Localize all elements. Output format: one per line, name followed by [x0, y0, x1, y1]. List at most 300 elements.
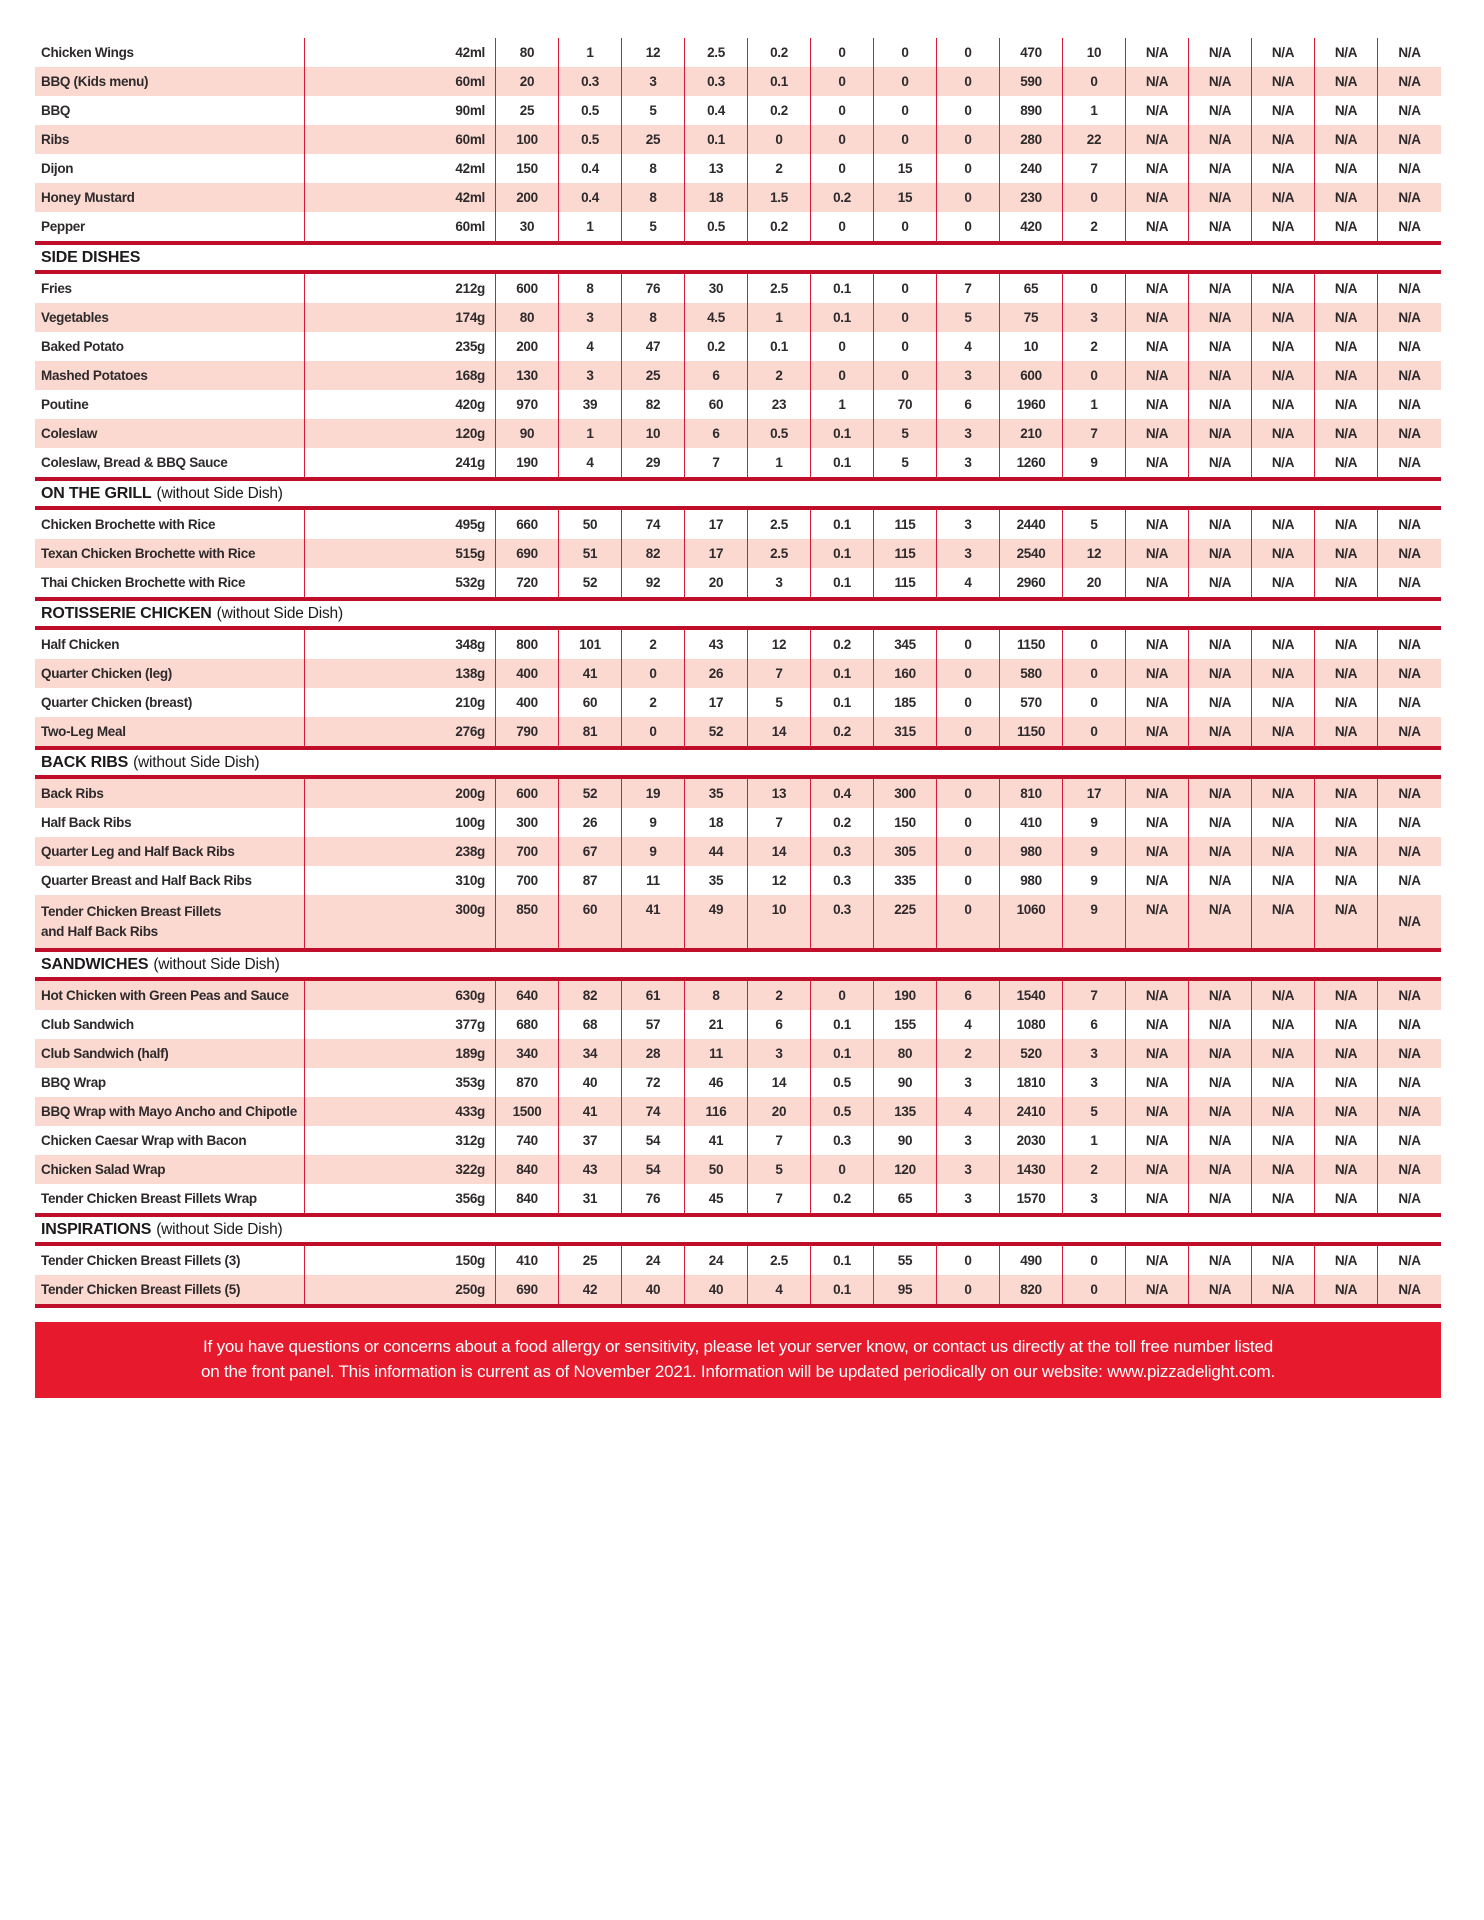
value-cell: 18	[685, 183, 748, 212]
value-cell: N/A	[1126, 837, 1189, 866]
value-cell: 3	[559, 303, 622, 332]
value-cell: N/A	[1398, 724, 1421, 739]
value-cell: 0	[937, 67, 1000, 96]
serving-size-cell: 60ml	[305, 125, 496, 154]
value-cell: 100	[496, 125, 559, 154]
value-cell: 5	[622, 212, 685, 241]
value-cell: N/A	[1398, 1133, 1421, 1148]
value-cell: 1	[559, 38, 622, 67]
value-cell: 0.2	[748, 38, 811, 67]
value-cell: N/A	[1252, 390, 1315, 419]
value-cell: 61	[622, 981, 685, 1010]
value-cell: N/A	[1189, 303, 1252, 332]
value-cell: 0.3	[811, 1126, 874, 1155]
value-cell: 0	[874, 274, 937, 303]
value-cell: N/A	[1126, 1184, 1189, 1213]
value-cell: 305	[874, 837, 937, 866]
value-cell: 0.1	[811, 510, 874, 539]
value-cell: 400	[496, 659, 559, 688]
value-cell: 6	[937, 390, 1000, 419]
serving-size-cell: 377g	[305, 1010, 496, 1039]
value-cell: 0.1	[811, 274, 874, 303]
value-cell: 0.5	[811, 1068, 874, 1097]
section-header	[35, 1213, 1441, 1246]
value-cell: 300	[874, 779, 937, 808]
value-cell: 25	[496, 96, 559, 125]
section-header	[35, 597, 1441, 630]
table-row	[35, 837, 1441, 866]
value-cell: 7	[748, 1126, 811, 1155]
value-cell: 0.2	[748, 96, 811, 125]
value-cell: N/A	[1315, 1246, 1378, 1275]
value-cell: 18	[685, 808, 748, 837]
section-title: ON THE GRILL	[41, 484, 152, 502]
value-cell: 20	[685, 568, 748, 597]
value-cell: 6	[685, 361, 748, 390]
value-cell: 3	[937, 1155, 1000, 1184]
value-cell: N/A	[1189, 1184, 1252, 1213]
value-cell: N/A	[1315, 1010, 1378, 1039]
table-row	[35, 688, 1441, 717]
table-row	[35, 895, 1441, 948]
value-cell: 0	[937, 1275, 1000, 1304]
item-name-cell: Tender Chicken Breast Fillets Wrap	[35, 1184, 305, 1213]
value-cell: 0	[811, 125, 874, 154]
value-cell: 470	[1000, 38, 1063, 67]
value-cell: 2	[1063, 332, 1126, 361]
value-cell: N/A	[1315, 1097, 1378, 1126]
value-cell: N/A	[1398, 455, 1421, 470]
value-cell: N/A	[1315, 1184, 1378, 1213]
value-cell: N/A	[1189, 688, 1252, 717]
serving-size-cell: 189g	[305, 1039, 496, 1068]
value-cell: N/A	[1252, 361, 1315, 390]
value-cell: N/A	[1189, 539, 1252, 568]
value-cell: N/A	[1252, 1184, 1315, 1213]
value-cell: N/A	[1315, 539, 1378, 568]
value-cell: N/A	[1315, 390, 1378, 419]
serving-size-cell: 42ml	[305, 183, 496, 212]
item-name-cell: Pepper	[35, 212, 305, 241]
value-cell: 0	[1063, 183, 1126, 212]
value-cell: 0.4	[559, 183, 622, 212]
value-cell: 12	[622, 38, 685, 67]
value-cell: N/A	[1252, 212, 1315, 241]
table-row	[35, 361, 1441, 390]
value-cell: 92	[622, 568, 685, 597]
value-cell: 60	[559, 895, 622, 948]
value-cell: 1960	[1000, 390, 1063, 419]
value-cell: N/A	[1252, 981, 1315, 1010]
value-cell: 42	[559, 1275, 622, 1304]
value-cell: 0.3	[685, 67, 748, 96]
value-cell: 74	[622, 1097, 685, 1126]
value-cell: N/A	[1398, 161, 1421, 176]
value-cell: N/A	[1315, 1126, 1378, 1155]
table-row	[35, 1010, 1441, 1039]
item-name-cell: Club Sandwich	[35, 1010, 305, 1039]
value-cell: N/A	[1189, 895, 1252, 948]
section-title: SIDE DISHES	[41, 248, 141, 266]
value-cell: 35	[685, 866, 748, 895]
value-cell: 185	[874, 688, 937, 717]
value-cell: N/A	[1252, 866, 1315, 895]
value-cell: N/A	[1315, 808, 1378, 837]
table-row	[35, 448, 1441, 477]
value-cell: 8	[622, 154, 685, 183]
value-cell: N/A	[1315, 866, 1378, 895]
value-cell: 980	[1000, 837, 1063, 866]
value-cell: N/A	[1189, 38, 1252, 67]
section-subtitle: (without Side Dish)	[216, 604, 343, 622]
value-cell: 0	[811, 154, 874, 183]
value-cell: 4	[937, 568, 1000, 597]
value-cell: 850	[496, 895, 559, 948]
value-cell: 1	[1063, 390, 1126, 419]
value-cell: N/A	[1315, 659, 1378, 688]
value-cell: 690	[496, 539, 559, 568]
value-cell: 0	[874, 332, 937, 361]
value-cell: N/A	[1315, 837, 1378, 866]
value-cell: 150	[874, 808, 937, 837]
value-cell: 0	[937, 895, 1000, 948]
value-cell: 87	[559, 866, 622, 895]
value-cell: N/A	[1398, 1191, 1421, 1206]
value-cell: N/A	[1126, 1097, 1189, 1126]
value-cell: N/A	[1252, 539, 1315, 568]
value-cell: 0	[937, 125, 1000, 154]
value-cell: 7	[748, 1184, 811, 1213]
value-cell: 0	[937, 38, 1000, 67]
serving-size-cell: 168g	[305, 361, 496, 390]
item-name-cell: Quarter Breast and Half Back Ribs	[35, 866, 305, 895]
value-cell: 80	[496, 38, 559, 67]
value-cell: N/A	[1252, 568, 1315, 597]
value-cell: N/A	[1126, 659, 1189, 688]
item-name-cell: Tender Chicken Breast Fillets (5)	[35, 1275, 305, 1304]
value-cell: N/A	[1252, 332, 1315, 361]
value-cell: 70	[874, 390, 937, 419]
table-row	[35, 154, 1441, 183]
value-cell: N/A	[1126, 361, 1189, 390]
value-cell: N/A	[1189, 67, 1252, 96]
value-cell: 11	[622, 866, 685, 895]
value-cell: 30	[496, 212, 559, 241]
value-cell: 101	[559, 630, 622, 659]
value-cell: N/A	[1189, 568, 1252, 597]
value-cell: N/A	[1126, 539, 1189, 568]
value-cell: N/A	[1126, 96, 1189, 125]
value-cell: N/A	[1398, 1046, 1421, 1061]
value-cell: 14	[748, 1068, 811, 1097]
value-cell: N/A	[1252, 38, 1315, 67]
value-cell: 72	[622, 1068, 685, 1097]
value-cell: N/A	[1398, 1017, 1421, 1032]
value-cell: 0.4	[685, 96, 748, 125]
value-cell: N/A	[1398, 815, 1421, 830]
value-cell: N/A	[1189, 361, 1252, 390]
value-cell: N/A	[1315, 183, 1378, 212]
value-cell: 0.2	[685, 332, 748, 361]
value-cell: 90	[874, 1068, 937, 1097]
serving-size-cell: 532g	[305, 568, 496, 597]
value-cell: 60	[685, 390, 748, 419]
serving-size-cell: 250g	[305, 1275, 496, 1304]
value-cell: N/A	[1398, 281, 1421, 296]
value-cell: 24	[622, 1246, 685, 1275]
value-cell: 2410	[1000, 1097, 1063, 1126]
value-cell: N/A	[1189, 659, 1252, 688]
value-cell: 54	[622, 1126, 685, 1155]
item-name-cell: Dijon	[35, 154, 305, 183]
section-header	[35, 948, 1441, 981]
value-cell: N/A	[1252, 717, 1315, 746]
value-cell: 210	[1000, 419, 1063, 448]
value-cell: 1	[748, 448, 811, 477]
value-cell: 0.1	[811, 419, 874, 448]
value-cell: N/A	[1398, 339, 1421, 354]
value-cell: N/A	[1252, 895, 1315, 948]
value-cell: 2.5	[748, 1246, 811, 1275]
value-cell: N/A	[1398, 74, 1421, 89]
value-cell: N/A	[1126, 568, 1189, 597]
value-cell: N/A	[1126, 1275, 1189, 1304]
value-cell: 225	[874, 895, 937, 948]
value-cell: 5	[1063, 1097, 1126, 1126]
value-cell: 0	[1063, 67, 1126, 96]
value-cell: N/A	[1252, 1097, 1315, 1126]
value-cell: 3	[1063, 1184, 1126, 1213]
value-cell: 5	[874, 448, 937, 477]
value-cell: N/A	[1315, 717, 1378, 746]
value-cell: N/A	[1398, 666, 1421, 681]
item-name-cell: Tender Chicken Breast Fillets (3)	[35, 1246, 305, 1275]
value-cell: 47	[622, 332, 685, 361]
value-cell: 3	[1063, 1039, 1126, 1068]
serving-size-cell: 60ml	[305, 212, 496, 241]
value-cell: 19	[622, 779, 685, 808]
value-cell: 240	[1000, 154, 1063, 183]
value-cell: 0.1	[685, 125, 748, 154]
value-cell: 12	[748, 630, 811, 659]
value-cell: 0	[748, 125, 811, 154]
value-cell: 200	[496, 332, 559, 361]
value-cell: N/A	[1398, 914, 1421, 929]
item-name-cell: Quarter Chicken (breast)	[35, 688, 305, 717]
value-cell: 17	[685, 510, 748, 539]
value-cell: 0.1	[811, 448, 874, 477]
table-row	[35, 659, 1441, 688]
item-name-cell: Quarter Leg and Half Back Ribs	[35, 837, 305, 866]
value-cell: 0.5	[559, 96, 622, 125]
value-cell: 2440	[1000, 510, 1063, 539]
item-name-cell: Half Chicken	[35, 630, 305, 659]
value-cell: N/A	[1189, 274, 1252, 303]
value-cell: 150	[496, 154, 559, 183]
value-cell: 1	[1063, 1126, 1126, 1155]
value-cell: 12	[1063, 539, 1126, 568]
value-cell: N/A	[1398, 517, 1421, 532]
serving-size-cell: 356g	[305, 1184, 496, 1213]
value-cell: N/A	[1315, 96, 1378, 125]
value-cell: N/A	[1398, 45, 1421, 60]
value-cell: 22	[1063, 125, 1126, 154]
value-cell: 0	[811, 1155, 874, 1184]
value-cell: 82	[622, 390, 685, 419]
value-cell: N/A	[1126, 448, 1189, 477]
value-cell: 3	[937, 448, 1000, 477]
value-cell: 3	[937, 539, 1000, 568]
serving-size-cell: 310g	[305, 866, 496, 895]
table-row	[35, 38, 1441, 67]
value-cell: 0	[1063, 630, 1126, 659]
value-cell: 10	[748, 895, 811, 948]
section-title: INSPIRATIONS	[41, 1220, 152, 1238]
value-cell: 0	[937, 866, 1000, 895]
item-name-cell	[35, 895, 305, 948]
value-cell: N/A	[1252, 303, 1315, 332]
value-cell: N/A	[1126, 125, 1189, 154]
value-cell: N/A	[1252, 67, 1315, 96]
value-cell: 0	[937, 717, 1000, 746]
value-cell: N/A	[1252, 630, 1315, 659]
serving-size-cell: 138g	[305, 659, 496, 688]
value-cell: 410	[1000, 808, 1063, 837]
value-cell: N/A	[1398, 575, 1421, 590]
value-cell: 1	[559, 212, 622, 241]
value-cell: 1	[748, 303, 811, 332]
value-cell: 20	[748, 1097, 811, 1126]
value-cell: N/A	[1398, 1162, 1421, 1177]
value-cell: 410	[496, 1246, 559, 1275]
value-cell: N/A	[1252, 419, 1315, 448]
value-cell: N/A	[1252, 510, 1315, 539]
value-cell: 280	[1000, 125, 1063, 154]
value-cell: N/A	[1252, 183, 1315, 212]
serving-size-cell: 276g	[305, 717, 496, 746]
value-cell: N/A	[1126, 895, 1189, 948]
item-name-cell: Coleslaw, Bread & BBQ Sauce	[35, 448, 305, 477]
value-cell: 600	[1000, 361, 1063, 390]
value-cell: N/A	[1189, 1155, 1252, 1184]
serving-size-cell: 60ml	[305, 67, 496, 96]
value-cell: 680	[496, 1010, 559, 1039]
value-cell: 520	[1000, 1039, 1063, 1068]
value-cell: 155	[874, 1010, 937, 1039]
value-cell: 4	[937, 1010, 1000, 1039]
value-cell: 870	[496, 1068, 559, 1097]
value-cell: 590	[1000, 67, 1063, 96]
value-cell: 1	[559, 419, 622, 448]
value-cell: 0	[811, 67, 874, 96]
value-cell: N/A	[1126, 303, 1189, 332]
value-cell: 8	[622, 183, 685, 212]
table-row	[35, 96, 1441, 125]
serving-size-cell: 100g	[305, 808, 496, 837]
value-cell: 600	[496, 274, 559, 303]
value-cell: 80	[496, 303, 559, 332]
section-title: SANDWICHES	[41, 955, 149, 973]
value-cell: 8	[559, 274, 622, 303]
value-cell: 12	[748, 866, 811, 895]
value-cell: N/A	[1252, 1068, 1315, 1097]
value-cell: N/A	[1126, 1126, 1189, 1155]
value-cell: 40	[622, 1275, 685, 1304]
value-cell: 43	[559, 1155, 622, 1184]
value-cell: 0	[622, 659, 685, 688]
value-cell: 0.5	[811, 1097, 874, 1126]
value-cell: N/A	[1252, 274, 1315, 303]
value-cell: 600	[496, 779, 559, 808]
value-cell: 0	[937, 688, 1000, 717]
value-cell: N/A	[1315, 125, 1378, 154]
value-cell: 65	[874, 1184, 937, 1213]
value-cell: N/A	[1315, 1155, 1378, 1184]
item-name-cell: Chicken Salad Wrap	[35, 1155, 305, 1184]
table-row	[35, 1039, 1441, 1068]
value-cell: 230	[1000, 183, 1063, 212]
value-cell: N/A	[1126, 1010, 1189, 1039]
value-cell: 82	[622, 539, 685, 568]
nutrition-table	[35, 38, 1441, 1308]
value-cell: N/A	[1398, 1282, 1421, 1297]
table-row	[35, 1097, 1441, 1126]
serving-size-cell: 353g	[305, 1068, 496, 1097]
value-cell: 41	[559, 659, 622, 688]
value-cell: 335	[874, 866, 937, 895]
value-cell: N/A	[1126, 510, 1189, 539]
value-cell: 490	[1000, 1246, 1063, 1275]
value-cell: N/A	[1315, 361, 1378, 390]
value-cell: 21	[685, 1010, 748, 1039]
table-row	[35, 125, 1441, 154]
item-name-cell: Texan Chicken Brochette with Rice	[35, 539, 305, 568]
value-cell: 4	[937, 332, 1000, 361]
value-cell: 0.1	[811, 1039, 874, 1068]
value-cell: 800	[496, 630, 559, 659]
value-cell: N/A	[1315, 67, 1378, 96]
value-cell: 25	[559, 1246, 622, 1275]
item-name-cell: Ribs	[35, 125, 305, 154]
value-cell: 44	[685, 837, 748, 866]
section-header	[35, 746, 1441, 779]
value-cell: N/A	[1126, 390, 1189, 419]
value-cell: N/A	[1315, 510, 1378, 539]
serving-size-cell: 241g	[305, 448, 496, 477]
value-cell: 640	[496, 981, 559, 1010]
value-cell: N/A	[1252, 448, 1315, 477]
value-cell: 2	[748, 981, 811, 1010]
value-cell: N/A	[1189, 630, 1252, 659]
value-cell: 0	[1063, 1275, 1126, 1304]
value-cell: 345	[874, 630, 937, 659]
value-cell: 0.1	[748, 332, 811, 361]
value-cell: 67	[559, 837, 622, 866]
value-cell: 5	[622, 96, 685, 125]
value-cell: N/A	[1189, 183, 1252, 212]
value-cell: 3	[748, 568, 811, 597]
value-cell: 3	[748, 1039, 811, 1068]
item-name-cell: Chicken Caesar Wrap with Bacon	[35, 1126, 305, 1155]
value-cell: N/A	[1126, 630, 1189, 659]
value-cell: 0.1	[811, 303, 874, 332]
value-cell: N/A	[1126, 1039, 1189, 1068]
value-cell: 52	[685, 717, 748, 746]
value-cell: 0	[1063, 361, 1126, 390]
value-cell: 0.3	[559, 67, 622, 96]
value-cell: 45	[685, 1184, 748, 1213]
value-cell: 26	[685, 659, 748, 688]
